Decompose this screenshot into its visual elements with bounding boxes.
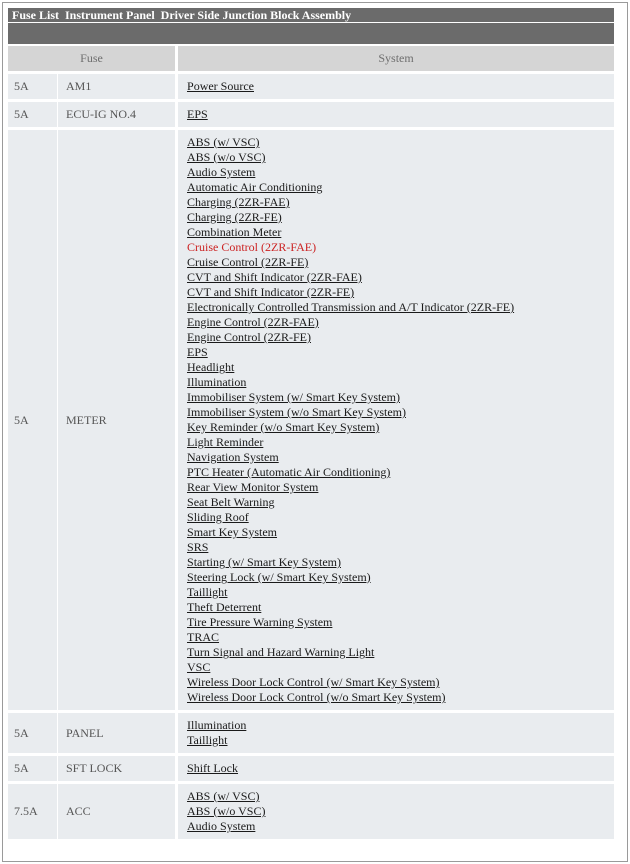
system-link[interactable]: Combination Meter bbox=[187, 225, 282, 239]
system-link[interactable]: PTC Heater (Automatic Air Conditioning) bbox=[187, 465, 391, 479]
system-link[interactable]: Engine Control (2ZR-FE) bbox=[187, 330, 311, 344]
table-row bbox=[8, 784, 614, 842]
system-link[interactable]: Starting (w/ Smart Key System) bbox=[187, 555, 341, 569]
table-row bbox=[8, 713, 614, 756]
system-link[interactable]: Illumination bbox=[187, 375, 247, 389]
system-cell bbox=[178, 74, 614, 102]
system-cell bbox=[178, 130, 614, 713]
system-link[interactable]: VSC bbox=[187, 660, 211, 674]
system-link[interactable]: Wireless Door Lock Control (w/o Smart Key System) bbox=[187, 690, 446, 704]
system-link[interactable]: Automatic Air Conditioning bbox=[187, 180, 323, 194]
system-link[interactable]: Headlight bbox=[187, 360, 235, 374]
system-link[interactable]: ABS (w/ VSC) bbox=[187, 135, 260, 149]
system-link[interactable]: Theft Deterrent bbox=[187, 600, 262, 614]
system-link[interactable]: Light Reminder bbox=[187, 435, 264, 449]
system-link[interactable]: Smart Key System bbox=[187, 525, 278, 539]
fuse-amperage: 5A bbox=[8, 74, 58, 102]
system-link[interactable]: EPS bbox=[187, 345, 208, 359]
system-link[interactable]: Sliding Roof bbox=[187, 510, 249, 524]
system-link[interactable]: Seat Belt Warning bbox=[187, 495, 275, 509]
system-link[interactable]: Cruise Control (2ZR-FE) bbox=[187, 255, 309, 269]
system-link[interactable]: Immobiliser System (w/o Smart Key System) bbox=[187, 405, 406, 419]
fuse-name: METER bbox=[58, 130, 178, 713]
system-link[interactable]: Audio System bbox=[187, 819, 256, 833]
system-link[interactable]: Taillight bbox=[187, 585, 228, 599]
fuse-name: SFT LOCK bbox=[58, 756, 178, 784]
system-link[interactable]: Wireless Door Lock Control (w/ Smart Key System) bbox=[187, 675, 440, 689]
system-link[interactable]: EPS bbox=[187, 107, 208, 121]
column-header-system: System bbox=[178, 46, 614, 74]
fuse-amperage: 5A bbox=[8, 102, 58, 130]
fuse-name: AM1 bbox=[58, 74, 178, 102]
table-row bbox=[8, 102, 614, 130]
system-link[interactable]: Electronically Controlled Transmission and A/T Indicator (2ZR-FE) bbox=[187, 300, 515, 314]
system-link[interactable]: Key Reminder (w/o Smart Key System) bbox=[187, 420, 380, 434]
system-link[interactable]: Immobiliser System (w/ Smart Key System) bbox=[187, 390, 400, 404]
system-link[interactable]: Steering Lock (w/ Smart Key System) bbox=[187, 570, 371, 584]
table-row bbox=[8, 130, 614, 713]
system-link[interactable]: Navigation System bbox=[187, 450, 279, 464]
system-link[interactable]: ABS (w/o VSC) bbox=[187, 804, 266, 818]
system-link[interactable]: TRAC bbox=[187, 630, 220, 644]
system-link[interactable]: Engine Control (2ZR-FAE) bbox=[187, 315, 319, 329]
table-row bbox=[8, 74, 614, 102]
fuse-amperage: 5A bbox=[8, 130, 58, 713]
system-link[interactable]: SRS bbox=[187, 540, 209, 554]
system-cell bbox=[178, 713, 614, 756]
table-row bbox=[8, 756, 614, 784]
system-link[interactable]: Tire Pressure Warning System bbox=[187, 615, 333, 629]
system-cell bbox=[178, 784, 614, 842]
system-link[interactable]: Shift Lock bbox=[187, 761, 239, 775]
system-link[interactable]: Turn Signal and Hazard Warning Light bbox=[187, 645, 375, 659]
table-header-row bbox=[8, 46, 614, 74]
system-link[interactable]: Cruise Control (2ZR-FAE) bbox=[187, 240, 317, 254]
fuse-amperage: 7.5A bbox=[8, 784, 58, 842]
fuse-name: ECU-IG NO.4 bbox=[58, 102, 178, 130]
column-header-fuse: Fuse bbox=[8, 46, 178, 74]
system-link[interactable]: Power Source bbox=[187, 79, 254, 93]
system-link[interactable]: Taillight bbox=[187, 733, 228, 747]
fuse-amperage: 5A bbox=[8, 756, 58, 784]
fuse-table bbox=[8, 46, 614, 842]
system-cell bbox=[178, 756, 614, 784]
system-link[interactable]: Charging (2ZR-FE) bbox=[187, 210, 282, 224]
fuse-name: PANEL bbox=[58, 713, 178, 756]
system-link[interactable]: ABS (w/o VSC) bbox=[187, 150, 266, 164]
system-link[interactable]: Charging (2ZR-FAE) bbox=[187, 195, 290, 209]
system-link[interactable]: ABS (w/ VSC) bbox=[187, 789, 260, 803]
system-link[interactable]: CVT and Shift Indicator (2ZR-FE) bbox=[187, 285, 355, 299]
system-link[interactable]: Audio System bbox=[187, 165, 256, 179]
system-link[interactable]: CVT and Shift Indicator (2ZR-FAE) bbox=[187, 270, 362, 284]
system-link[interactable]: Rear View Monitor System bbox=[187, 480, 319, 494]
fuse-amperage: 5A bbox=[8, 713, 58, 756]
system-cell bbox=[178, 102, 614, 130]
system-link[interactable]: Illumination bbox=[187, 718, 247, 732]
title-sub-bar bbox=[8, 23, 614, 44]
fuse-table-body bbox=[8, 74, 614, 842]
fuse-name: ACC bbox=[58, 784, 178, 842]
table-title: Fuse List Instrument Panel Driver Side Junction Block Assembly bbox=[8, 8, 614, 22]
